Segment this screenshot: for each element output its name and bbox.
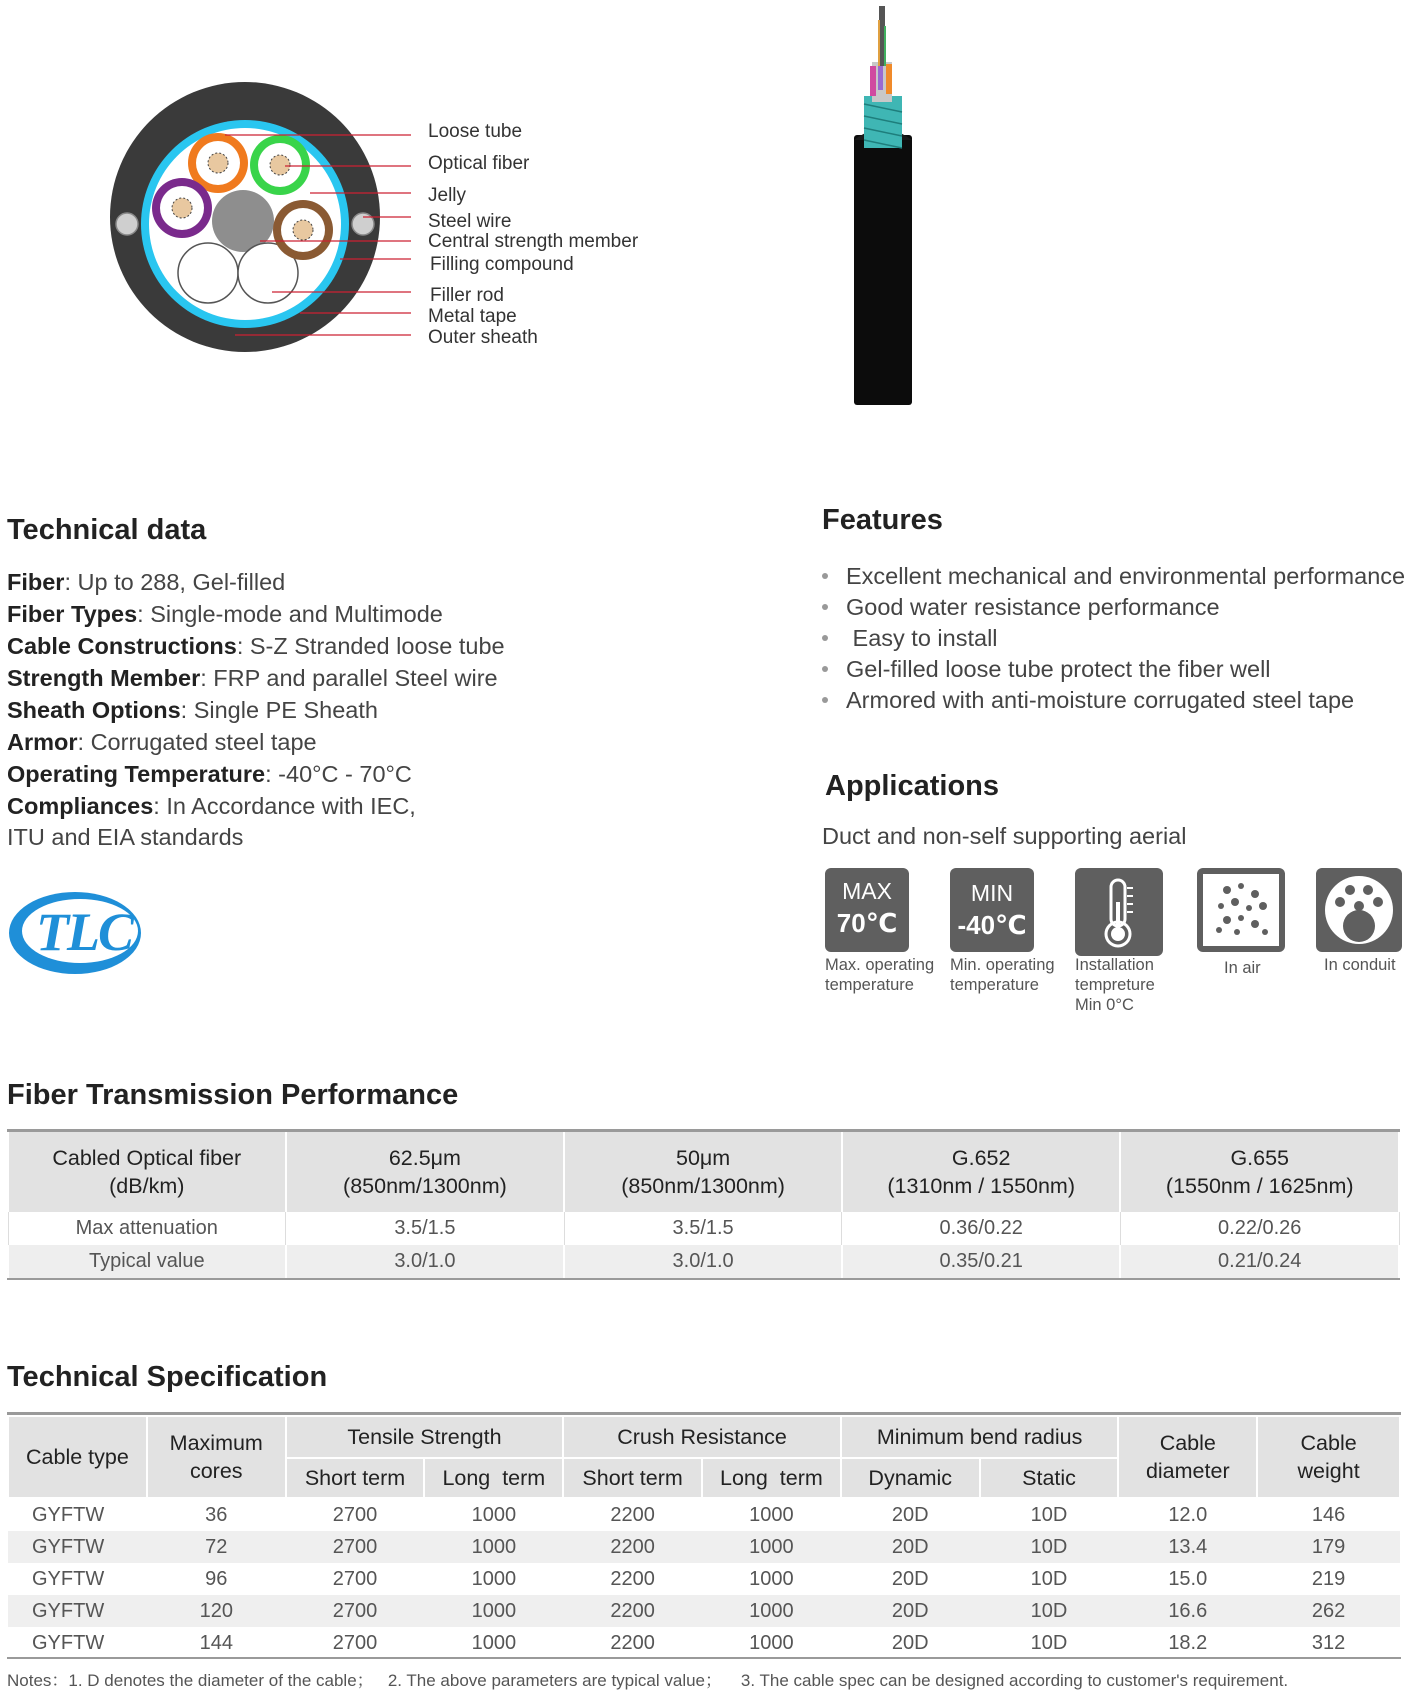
- table-cell: 312: [1257, 1627, 1400, 1659]
- spec-subheader-long: Long term: [702, 1458, 841, 1498]
- tech-item-cable-constructions: Cable Constructions: S-Z Stranded loose tube: [7, 633, 505, 659]
- spec-header-tensile: Tensile Strength: [286, 1416, 564, 1458]
- table-cell: 2700: [286, 1531, 425, 1563]
- spec-header-cable-type: Cable type: [8, 1416, 147, 1498]
- label-loose-tube: Loose tube: [428, 121, 523, 142]
- performance-table: [7, 1132, 1400, 1278]
- spec-header-weight: Cable weight: [1257, 1416, 1400, 1498]
- caption-installation-temp: Installation tempreture Min 0°C: [1075, 956, 1155, 1014]
- applications-title: Applications: [825, 770, 1000, 802]
- spec-title: Technical Specification: [7, 1361, 328, 1393]
- thermometer-icon: [1075, 868, 1163, 956]
- table-cell: 120: [147, 1595, 286, 1627]
- table-cell: 3.0/1.0: [286, 1245, 565, 1278]
- spec-header-crush: Crush Resistance: [563, 1416, 841, 1458]
- table-cell: 2700: [286, 1498, 425, 1531]
- table-row: [8, 1245, 1399, 1278]
- spec-header-bend: Minimum bend radius: [841, 1416, 1119, 1458]
- performance-title: Fiber Transmission Performance: [7, 1079, 459, 1111]
- min-temp-icon: MIN -40℃: [950, 868, 1034, 952]
- table-cell: 1000: [702, 1531, 841, 1563]
- table-cell: 0.36/0.22: [842, 1212, 1121, 1245]
- table-cell: GYFTW: [8, 1531, 147, 1563]
- table-cell: 20D: [841, 1563, 980, 1595]
- steel-wire-right: [352, 213, 374, 235]
- table-cell: 15.0: [1118, 1563, 1257, 1595]
- table-row: [8, 1595, 1400, 1627]
- table-cell: 1000: [424, 1595, 563, 1627]
- table-cell: 179: [1257, 1531, 1400, 1563]
- table-cell: 10D: [980, 1595, 1119, 1627]
- bullet-icon: [822, 604, 828, 610]
- tech-item-fiber: Fiber: Up to 288, Gel-filled: [7, 569, 286, 595]
- table-cell: Max attenuation: [8, 1212, 286, 1245]
- table-row: [8, 1563, 1400, 1595]
- tech-item-sheath-options: Sheath Options: Single PE Sheath: [7, 697, 378, 723]
- table-cell: 0.22/0.26: [1120, 1212, 1399, 1245]
- table-cell: 10D: [980, 1531, 1119, 1563]
- perf-header-cell: 50μm (850nm/1300nm): [564, 1132, 842, 1212]
- label-central-strength-member: Central strength member: [428, 231, 639, 252]
- technical-data-title: Technical data: [7, 514, 207, 546]
- cable-photo: [840, 0, 950, 410]
- in-air-icon: [1197, 868, 1285, 952]
- spec-subheader-dynamic: Dynamic: [841, 1458, 980, 1498]
- filler-rod-1: [178, 243, 238, 303]
- table-cell: 2700: [286, 1595, 425, 1627]
- table-cell: 1000: [424, 1563, 563, 1595]
- table-cell: Typical value: [8, 1245, 286, 1278]
- perf-header-cell: G.652 (1310nm / 1550nm): [842, 1132, 1121, 1212]
- loose-tube-purple: [152, 178, 212, 238]
- table-cell: 1000: [702, 1498, 841, 1531]
- table-cell: 0.21/0.24: [1120, 1245, 1399, 1278]
- table-cell: 36: [147, 1498, 286, 1531]
- table-cell: 144: [147, 1627, 286, 1659]
- performance-header-row: [8, 1132, 1399, 1212]
- bullet-icon: [822, 635, 828, 641]
- label-filling-compound: Filling compound: [430, 254, 574, 275]
- table-cell: 96: [147, 1563, 286, 1595]
- table-cell: 3.0/1.0: [564, 1245, 842, 1278]
- steel-wire-left: [116, 213, 138, 235]
- tech-item-compliances-continued: ITU and EIA standards: [7, 824, 244, 850]
- perf-header-cell: 62.5μm (850nm/1300nm): [286, 1132, 565, 1212]
- spec-subheader-short: Short term: [563, 1458, 702, 1498]
- table-cell: 20D: [841, 1498, 980, 1531]
- spec-header-max-cores: Maximum cores: [147, 1416, 286, 1498]
- table-cell: 10D: [980, 1563, 1119, 1595]
- label-metal-tape: Metal tape: [428, 306, 517, 327]
- table-cell: 18.2: [1118, 1627, 1257, 1659]
- table-cell: 20D: [841, 1627, 980, 1659]
- table-cell: GYFTW: [8, 1498, 147, 1531]
- caption-in-air: In air: [1224, 959, 1261, 977]
- loose-tube-green: [250, 135, 310, 195]
- table-cell: 20D: [841, 1531, 980, 1563]
- table-cell: 0.35/0.21: [842, 1245, 1121, 1278]
- table-row: [8, 1212, 1399, 1245]
- table-cell: 2200: [563, 1595, 702, 1627]
- table-cell: 1000: [424, 1531, 563, 1563]
- spec-notes: Notes：1. D denotes the diameter of the cable； 2. The above parameters are typical value； 3. The cable spec can be designed according to customer's requirement.: [7, 1671, 1289, 1690]
- table-cell: 262: [1257, 1595, 1400, 1627]
- tech-item-strength-member: Strength Member: FRP and parallel Steel wire: [7, 665, 498, 691]
- table-cell: 72: [147, 1531, 286, 1563]
- table-cell: 1000: [424, 1627, 563, 1659]
- table-cell: 10D: [980, 1627, 1119, 1659]
- tech-item-fiber-types: Fiber Types: Single-mode and Multimode: [7, 601, 443, 627]
- table-cell: 16.6: [1118, 1595, 1257, 1627]
- performance-bottom-rule: [7, 1278, 1400, 1280]
- table-row: [8, 1498, 1400, 1531]
- table-cell: 2200: [563, 1498, 702, 1531]
- table-row: [8, 1531, 1400, 1563]
- table-cell: 10D: [980, 1498, 1119, 1531]
- bullet-icon: [822, 666, 828, 672]
- label-outer-sheath: Outer sheath: [428, 327, 538, 348]
- table-cell: 1000: [702, 1563, 841, 1595]
- spec-subheader-static: Static: [980, 1458, 1119, 1498]
- table-cell: GYFTW: [8, 1595, 147, 1627]
- table-cell: 3.5/1.5: [564, 1212, 842, 1245]
- table-cell: 2200: [563, 1531, 702, 1563]
- table-cell: 2200: [563, 1627, 702, 1659]
- label-jelly: Jelly: [428, 185, 467, 206]
- spec-header-row-1: [8, 1416, 1400, 1458]
- table-cell: 2700: [286, 1563, 425, 1595]
- loose-tube-brown: [273, 200, 333, 260]
- tech-item-compliances: Compliances: In Accordance with IEC,: [7, 793, 416, 819]
- table-cell: 13.4: [1118, 1531, 1257, 1563]
- table-cell: 219: [1257, 1563, 1400, 1595]
- caption-max-temp: Max. operating temperature: [825, 956, 935, 994]
- spec-header-diameter: Cable diameter: [1118, 1416, 1257, 1498]
- tech-item-operating-temperature: Operating Temperature: -40°C - 70°C: [7, 761, 412, 787]
- label-optical-fiber: Optical fiber: [428, 153, 530, 174]
- table-cell: GYFTW: [8, 1563, 147, 1595]
- spec-table: [7, 1415, 1401, 1659]
- table-cell: 2700: [286, 1627, 425, 1659]
- cable-illustration: [840, 0, 950, 410]
- tlc-logo: [8, 890, 143, 976]
- table-cell: 1000: [702, 1595, 841, 1627]
- spec-subheader-long: Long term: [424, 1458, 563, 1498]
- table-row: [8, 1627, 1400, 1659]
- table-cell: 1000: [702, 1627, 841, 1659]
- cable-cross-section-diagram: [100, 70, 680, 400]
- table-cell: 20D: [841, 1595, 980, 1627]
- label-steel-wire: Steel wire: [428, 211, 512, 232]
- table-cell: 2200: [563, 1563, 702, 1595]
- tech-item-armor: Armor: Corrugated steel tape: [7, 729, 317, 755]
- max-temp-icon: MAX 70℃: [825, 868, 909, 952]
- spec-bottom-rule: [7, 1657, 1401, 1659]
- applications-subtitle: Duct and non-self supporting aerial: [822, 823, 1187, 849]
- in-conduit-icon: [1316, 868, 1402, 952]
- perf-header-cell: Cabled Optical fiber (dB/km): [8, 1132, 286, 1212]
- caption-in-conduit: In conduit: [1324, 956, 1396, 974]
- label-filler-rod: Filler rod: [430, 285, 504, 306]
- table-cell: GYFTW: [8, 1627, 147, 1659]
- table-cell: 1000: [424, 1498, 563, 1531]
- table-cell: 12.0: [1118, 1498, 1257, 1531]
- bullet-icon: [822, 697, 828, 703]
- table-cell: 146: [1257, 1498, 1400, 1531]
- perf-header-cell: G.655 (1550nm / 1625nm): [1120, 1132, 1399, 1212]
- caption-min-temp: Min. operating temperature: [950, 956, 1055, 994]
- logo-text: TLC: [36, 902, 132, 962]
- bullet-icon: [822, 573, 828, 579]
- spec-subheader-short: Short term: [286, 1458, 425, 1498]
- table-cell: 3.5/1.5: [286, 1212, 565, 1245]
- features-title: Features: [822, 504, 943, 536]
